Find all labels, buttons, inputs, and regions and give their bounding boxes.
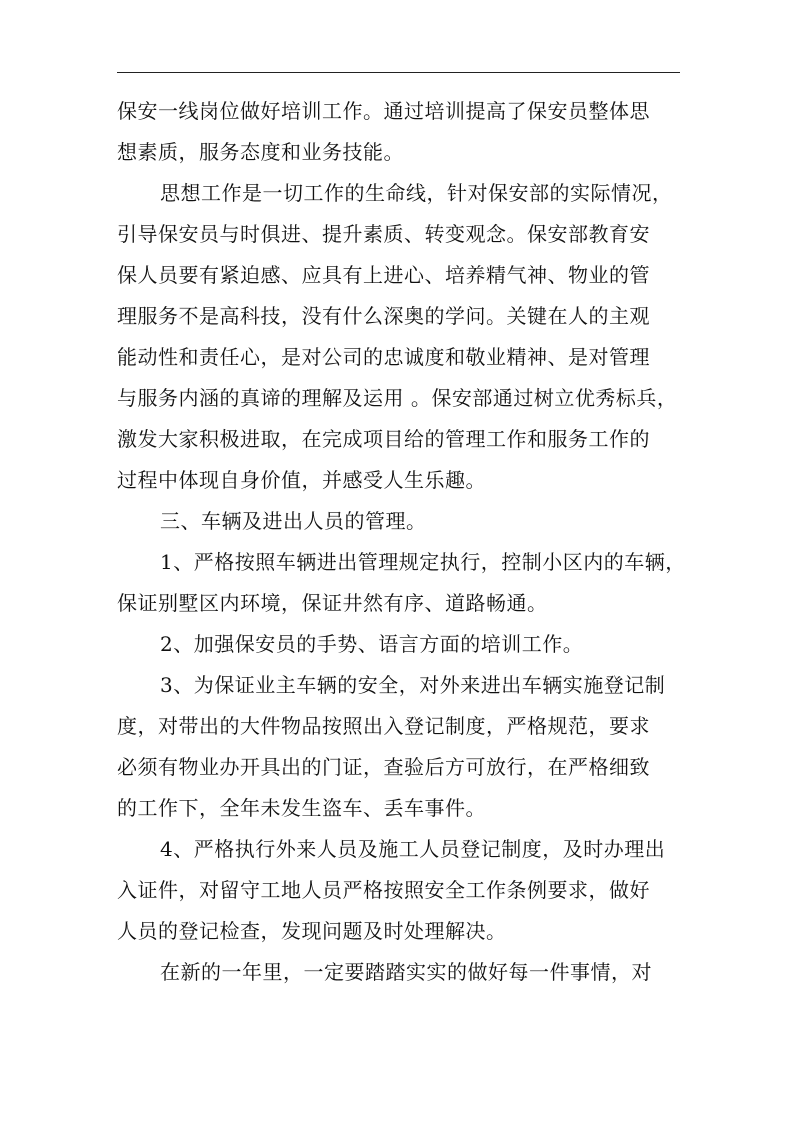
text-line: 保证别墅区内环境，保证井然有序、道路畅通。 [117,591,548,615]
text-line: 度，对带出的大件物品按照出入登记制度，严格规范，要求 [117,714,650,738]
text-line: 思想工作是一切工作的生命线，针对保安部的实际情况， [160,181,673,205]
document-body [117,91,686,993]
text-line: 的工作下，全年未发生盗车、丢车事件。 [117,796,486,820]
text-line: 在新的一年里，一定要踏踏实实的做好每一件事情，对 [160,960,652,984]
text-line: 能动性和责任心，是对公司的忠诚度和敬业精神、是对管理 [117,345,650,369]
text-line: 入证件，对留守工地人员严格按照安全工作条例要求，做好 [117,878,650,902]
text-line: 激发大家积极进取，在完成项目给的管理工作和服务工作的 [117,427,650,451]
text-line: 人员的登记检查，发现问题及时处理解决。 [117,919,507,943]
text-line: 2、加强保安员的手势、语言方面的培训工作。 [160,632,584,656]
header-rule [117,72,680,73]
text-line: 与服务内涵的真谛的理解及运用 。保安部通过树立优秀标兵， [117,386,678,410]
text-line: 想素质，服务态度和业务技能。 [117,140,404,164]
text-line: 理服务不是高科技，没有什么深奥的学问。关键在人的主观 [117,304,650,328]
text-line: 保安一线岗位做好培训工作。通过培训提高了保安员整体思 [117,99,650,123]
text-line: 3、为保证业主车辆的安全，对外来进出车辆实施登记制 [160,673,666,697]
text-line: 过程中体现自身价值，并感受人生乐趣。 [117,468,486,492]
section-heading: 三、车辆及进出人员的管理。 [160,509,427,533]
text-line: 1、严格按照车辆进出管理规定执行，控制小区内的车辆， [160,550,686,574]
text-line: 保人员要有紧迫感、应具有上进心、培养精气神、物业的管 [117,263,650,287]
text-line: 4、严格执行外来人员及施工人员登记制度，及时办理出 [160,837,666,861]
text-line: 必须有物业办开具出的门证，查验后方可放行，在严格细致 [117,755,650,779]
text-line: 引导保安员与时俱进、提升素质、转变观念。保安部教育安 [117,222,650,246]
